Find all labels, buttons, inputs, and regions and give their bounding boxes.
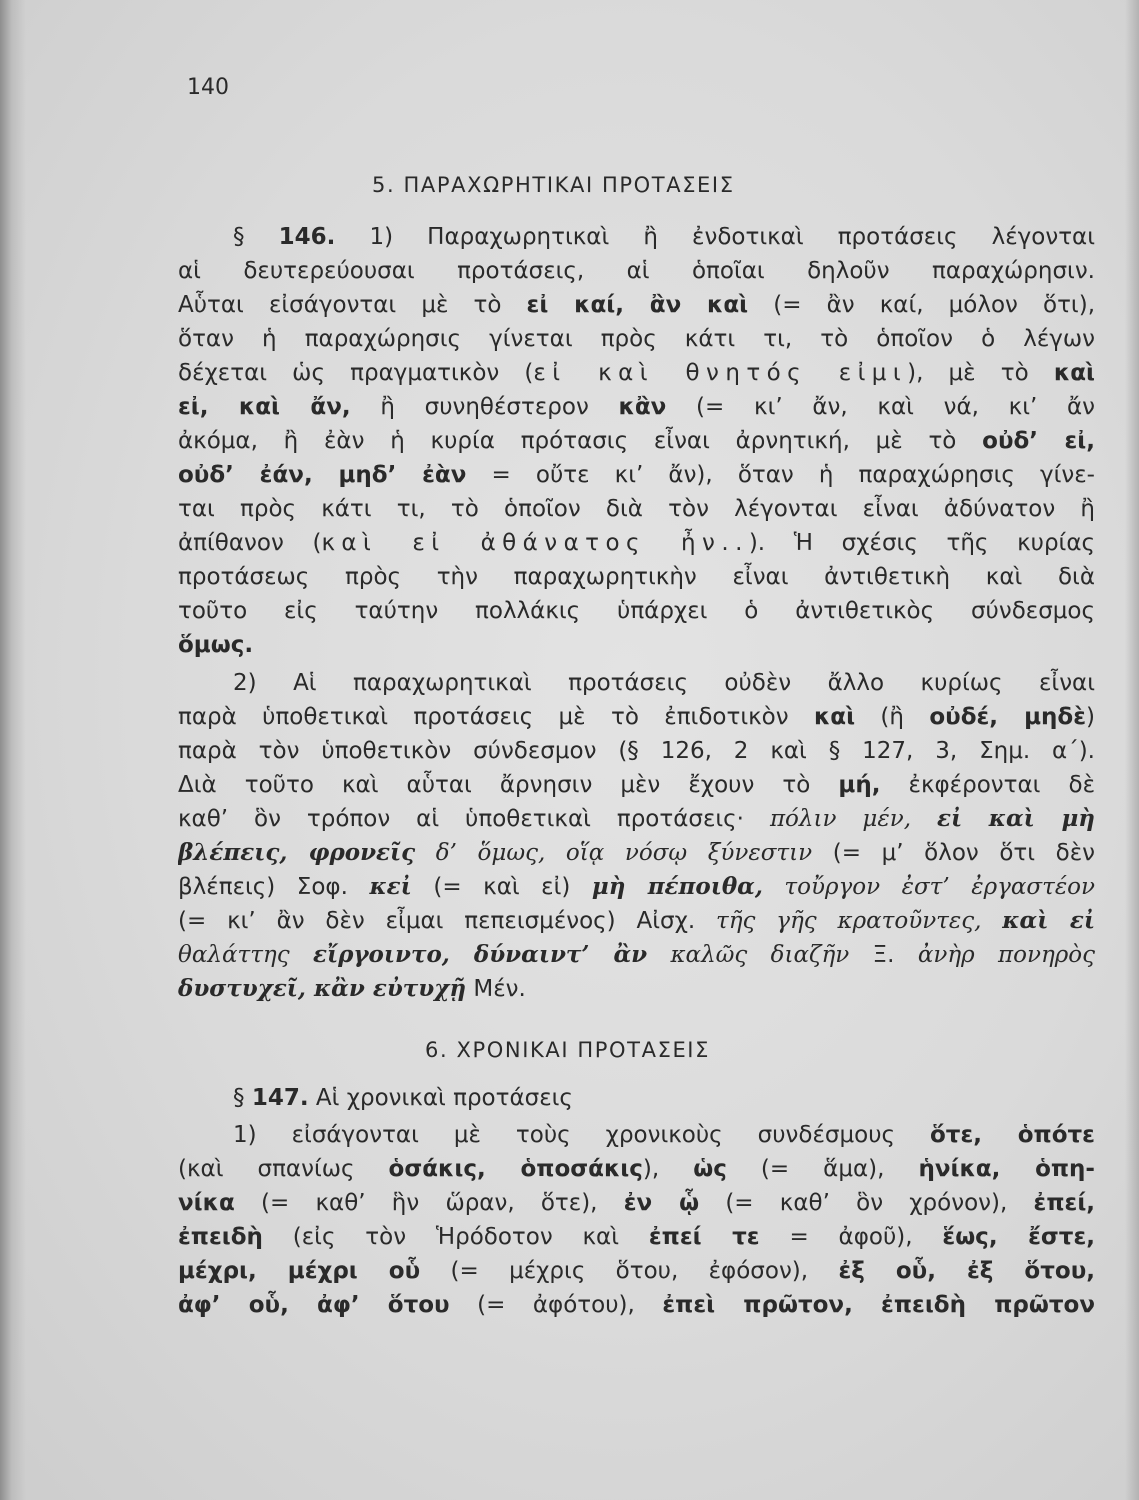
bold-italic-text-run: κεἰ (369, 873, 412, 900)
italic-text-run: πόλιν μέν, (769, 806, 937, 832)
text-line (178, 492, 1095, 526)
bold-text-run: ὅμως. (178, 632, 254, 658)
text-line (178, 254, 1095, 288)
text-line (178, 560, 1095, 594)
italic-text-run: τῆς γῆς κρατοῦντες, (716, 908, 1003, 934)
text-run: (= μ’ ὅλον ὅτι δὲν (812, 840, 1095, 866)
text-line (178, 356, 1095, 390)
text-line (178, 666, 1095, 700)
text-run: Ξ. (849, 942, 918, 968)
text-line (178, 1118, 1095, 1152)
bold-text-run: ὡς (693, 1156, 727, 1182)
text-line (178, 1254, 1095, 1288)
text-run: (= καθ’ ὃν χρόνον), (699, 1190, 1034, 1216)
section-heading: 6. ΧΡΟΝΙΚΑΙ ΠΡΟΤΑΣΕΙΣ (425, 1038, 710, 1062)
text-line (178, 1152, 1095, 1186)
italic-text-run: καλῶς διαζῆν (647, 942, 850, 968)
text-line (178, 1220, 1095, 1254)
text-line (178, 458, 1095, 492)
text-run: παρὰ ὑποθετικαὶ προτάσεις μὲ τὸ ἐπιδοτικὸν (178, 704, 814, 730)
paragraph (178, 666, 1095, 1006)
paragraph-title-line (178, 1081, 1095, 1115)
bold-text-run: οὐδέ, μηδὲ (929, 704, 1087, 730)
bold-text-run: μέχρι, μέχρι οὗ (178, 1258, 421, 1284)
bold-text-run: 146. (278, 224, 336, 250)
text-run: 1) Παραχωρητικαὶ ἢ ἐνδοτικαὶ προτάσεις λέγονται (335, 224, 1095, 250)
italic-text-run: ἀνὴρ πονηρὸς (917, 942, 1095, 968)
text-line (178, 768, 1095, 802)
text-run: (= κι’ ἂν δὲν εἶμαι πεπεισμένος) Αἰσχ. (178, 908, 717, 934)
italic-text-run: δ’ ὅμως, οἵᾳ νόσῳ ξύνεστιν (415, 840, 813, 866)
bold-italic-text-run: καὶ εἰ (1002, 907, 1095, 934)
text-run: προτάσεως πρὸς τὴν παραχωρητικὴν εἶναι ἀντιθετικὴ καὶ διὰ (178, 564, 1095, 590)
text-line (178, 1186, 1095, 1220)
text-run: (= καθ’ ἣν ὥραν, ὅτε), (234, 1190, 624, 1216)
text-run: (= κι’ ἄν, καὶ νά, κι’ ἄν (666, 394, 1095, 420)
section-heading: 5. ΠΑΡΑΧΩΡΗΤΙΚΑΙ ΠΡΟΤΑΣΕΙΣ (372, 173, 735, 197)
bold-text-run: ἐπεί τε (648, 1224, 760, 1250)
text-run: ) (1086, 704, 1095, 730)
text-line (178, 288, 1095, 322)
bold-text-run: ἀφ’ οὗ, ἀφ’ ὅτου (178, 1292, 450, 1318)
bold-text-run: 147. (251, 1085, 309, 1111)
text-run: § (233, 1085, 252, 1111)
text-line (178, 628, 1095, 662)
bold-text-run: εἰ, καὶ ἄν, (178, 394, 351, 420)
page-edge-shadow (1125, 0, 1139, 1500)
text-run: αἱ δευτερεύουσαι προτάσεις, αἱ ὁποῖαι δηλοῦν παραχώρησιν. (178, 258, 1095, 284)
text-line (178, 870, 1095, 904)
bold-text-run: ἐπεί, (1033, 1190, 1095, 1216)
text-line (178, 1288, 1095, 1322)
text-run: τοῦτο εἰς ταύτην πολλάκις ὑπάρχει ὁ ἀντιθετικὸς σύνδεσμος (178, 598, 1095, 624)
text-run: δέχεται ὡς πραγματικὸν ( (178, 360, 534, 386)
text-run: Αἱ χρονικαὶ προτάσεις (308, 1085, 573, 1111)
text-run: (= ἀφότου), (449, 1292, 663, 1318)
text-line (178, 700, 1095, 734)
text-line (178, 1081, 1095, 1115)
bold-text-run: οὐδ’ εἰ, (982, 428, 1095, 454)
italic-text-run: θαλάττης (178, 942, 313, 968)
text-line (178, 594, 1095, 628)
text-line (178, 424, 1095, 458)
text-run: ἀκόμα, ἢ ἐὰν ἡ κυρία πρότασις εἶναι ἀρνητική, μὲ τὸ (178, 428, 983, 454)
text-line (178, 220, 1095, 254)
page-binding-shadow (0, 0, 26, 1500)
spaced-text-run: εἰ καὶ θνητός εἰμι (533, 360, 908, 386)
text-run: ), μὲ τὸ (907, 360, 1054, 386)
bold-text-run: ἕως, ἔστε, (942, 1224, 1095, 1250)
bold-text-run: ὅτε, ὁπότε (930, 1122, 1095, 1148)
text-run: Διὰ τοῦτο καὶ αὗται ἄρνησιν μὲν ἔχουν τὸ (178, 772, 839, 798)
bold-text-run: κἂν (618, 394, 667, 420)
paragraph (178, 1118, 1095, 1322)
text-run: βλέπεις) Σοφ. (178, 874, 370, 900)
bold-italic-text-run: δυστυχεῖ, κἂν εὐτυχῇ (178, 975, 467, 1002)
text-run: 1) εἰσάγονται μὲ τοὺς χρονικοὺς συνδέσμους (233, 1122, 930, 1148)
bold-text-run: μή, (838, 772, 881, 798)
text-line (178, 972, 1095, 1006)
bold-text-run: νίκα (178, 1190, 235, 1216)
text-line (178, 734, 1095, 768)
text-run: Αὗται εἰσάγονται μὲ τὸ (178, 292, 527, 318)
bold-text-run: ἐπεὶ πρῶτον, ἐπειδὴ πρῶτον (662, 1292, 1095, 1318)
bold-text-run: ἐπειδὴ (178, 1224, 263, 1250)
bold-text-run: ὁσάκις, ὁποσάκις (388, 1156, 643, 1182)
bold-text-run: καὶ (813, 704, 856, 730)
spaced-text-run: καὶ εἰ ἀθάνατος ἦν.. (321, 530, 749, 556)
text-run: (= μέχρις ὅτου, ἐφόσον), (420, 1258, 839, 1284)
text-run: (καὶ σπανίως (178, 1156, 389, 1182)
text-run: = οὔτε κι’ ἄν), ὅταν ἡ παραχώρησις γίνε- (466, 462, 1095, 488)
bold-text-run: ἡνίκα, ὁπη- (918, 1156, 1095, 1182)
text-run: (= καὶ εἰ) (411, 874, 592, 900)
text-run: § (233, 224, 279, 250)
text-run: ). Ἡ σχέσις τῆς κυρίας (748, 530, 1095, 556)
page-number: 140 (187, 75, 229, 100)
text-run: παρὰ τὸν ὑποθετικὸν σύνδεσμον (§ 126, 2 καὶ § 127, 3, Σημ. α΄). (178, 738, 1095, 764)
text-line (178, 904, 1095, 938)
text-run: (εἰς τὸν Ἡρόδοτον καὶ (262, 1224, 649, 1250)
bold-italic-text-run: μὴ πέποιθα, (591, 873, 763, 900)
text-run: ἢ συνηθέστερον (350, 394, 619, 420)
text-run: ται πρὸς κάτι τι, τὸ ὁποῖον διὰ τὸν λέγονται εἶναι ἀδύνατον ἢ (178, 496, 1095, 522)
bold-text-run: οὐδ’ ἐάν, μηδ’ ἐὰν (178, 462, 467, 488)
text-run: ἐκφέρονται δὲ (880, 772, 1095, 798)
bold-text-run: ἐξ οὗ, ἐξ ὅτου, (838, 1258, 1095, 1284)
bold-italic-text-run: βλέπεις, φρονεῖς (178, 839, 416, 866)
text-run: (= ἅμα), (726, 1156, 919, 1182)
text-run: ὅταν ἡ παραχώρησις γίνεται πρὸς κάτι τι, τὸ ὁποῖον ὁ λέγων (178, 326, 1095, 352)
paragraph (178, 220, 1095, 662)
bold-text-run: εἰ καί, ἂν καὶ (526, 292, 749, 318)
text-run: 2) Αἱ παραχωρητικαὶ προτάσεις οὐδὲν ἄλλο κυρίως εἶναι (233, 670, 1095, 696)
text-run: καθ’ ὃν τρόπον αἱ ὑποθετικαὶ προτάσεις· (178, 806, 770, 832)
bold-italic-text-run: εἴργοιντο, δύναιντ’ ἂν (312, 941, 648, 968)
bold-italic-text-run: εἰ καὶ μὴ (936, 805, 1095, 832)
text-line (178, 390, 1095, 424)
text-run: ἀπίθανον ( (178, 530, 322, 556)
text-run: Μέν. (466, 976, 526, 1002)
text-line (178, 836, 1095, 870)
bold-text-run: ἐν ᾧ (623, 1190, 700, 1216)
italic-text-run: τοὔργον ἐστ’ ἐργαστέον (762, 874, 1095, 900)
bold-text-run: καὶ (1053, 360, 1095, 386)
text-run: (ἢ (855, 704, 930, 730)
text-run: = ἀφοῦ), (759, 1224, 943, 1250)
text-line (178, 938, 1095, 972)
text-line (178, 802, 1095, 836)
text-run: ), (642, 1156, 694, 1182)
text-line (178, 526, 1095, 560)
text-run: (= ἂν καί, μόλον ὅτι), (748, 292, 1095, 318)
text-line (178, 322, 1095, 356)
